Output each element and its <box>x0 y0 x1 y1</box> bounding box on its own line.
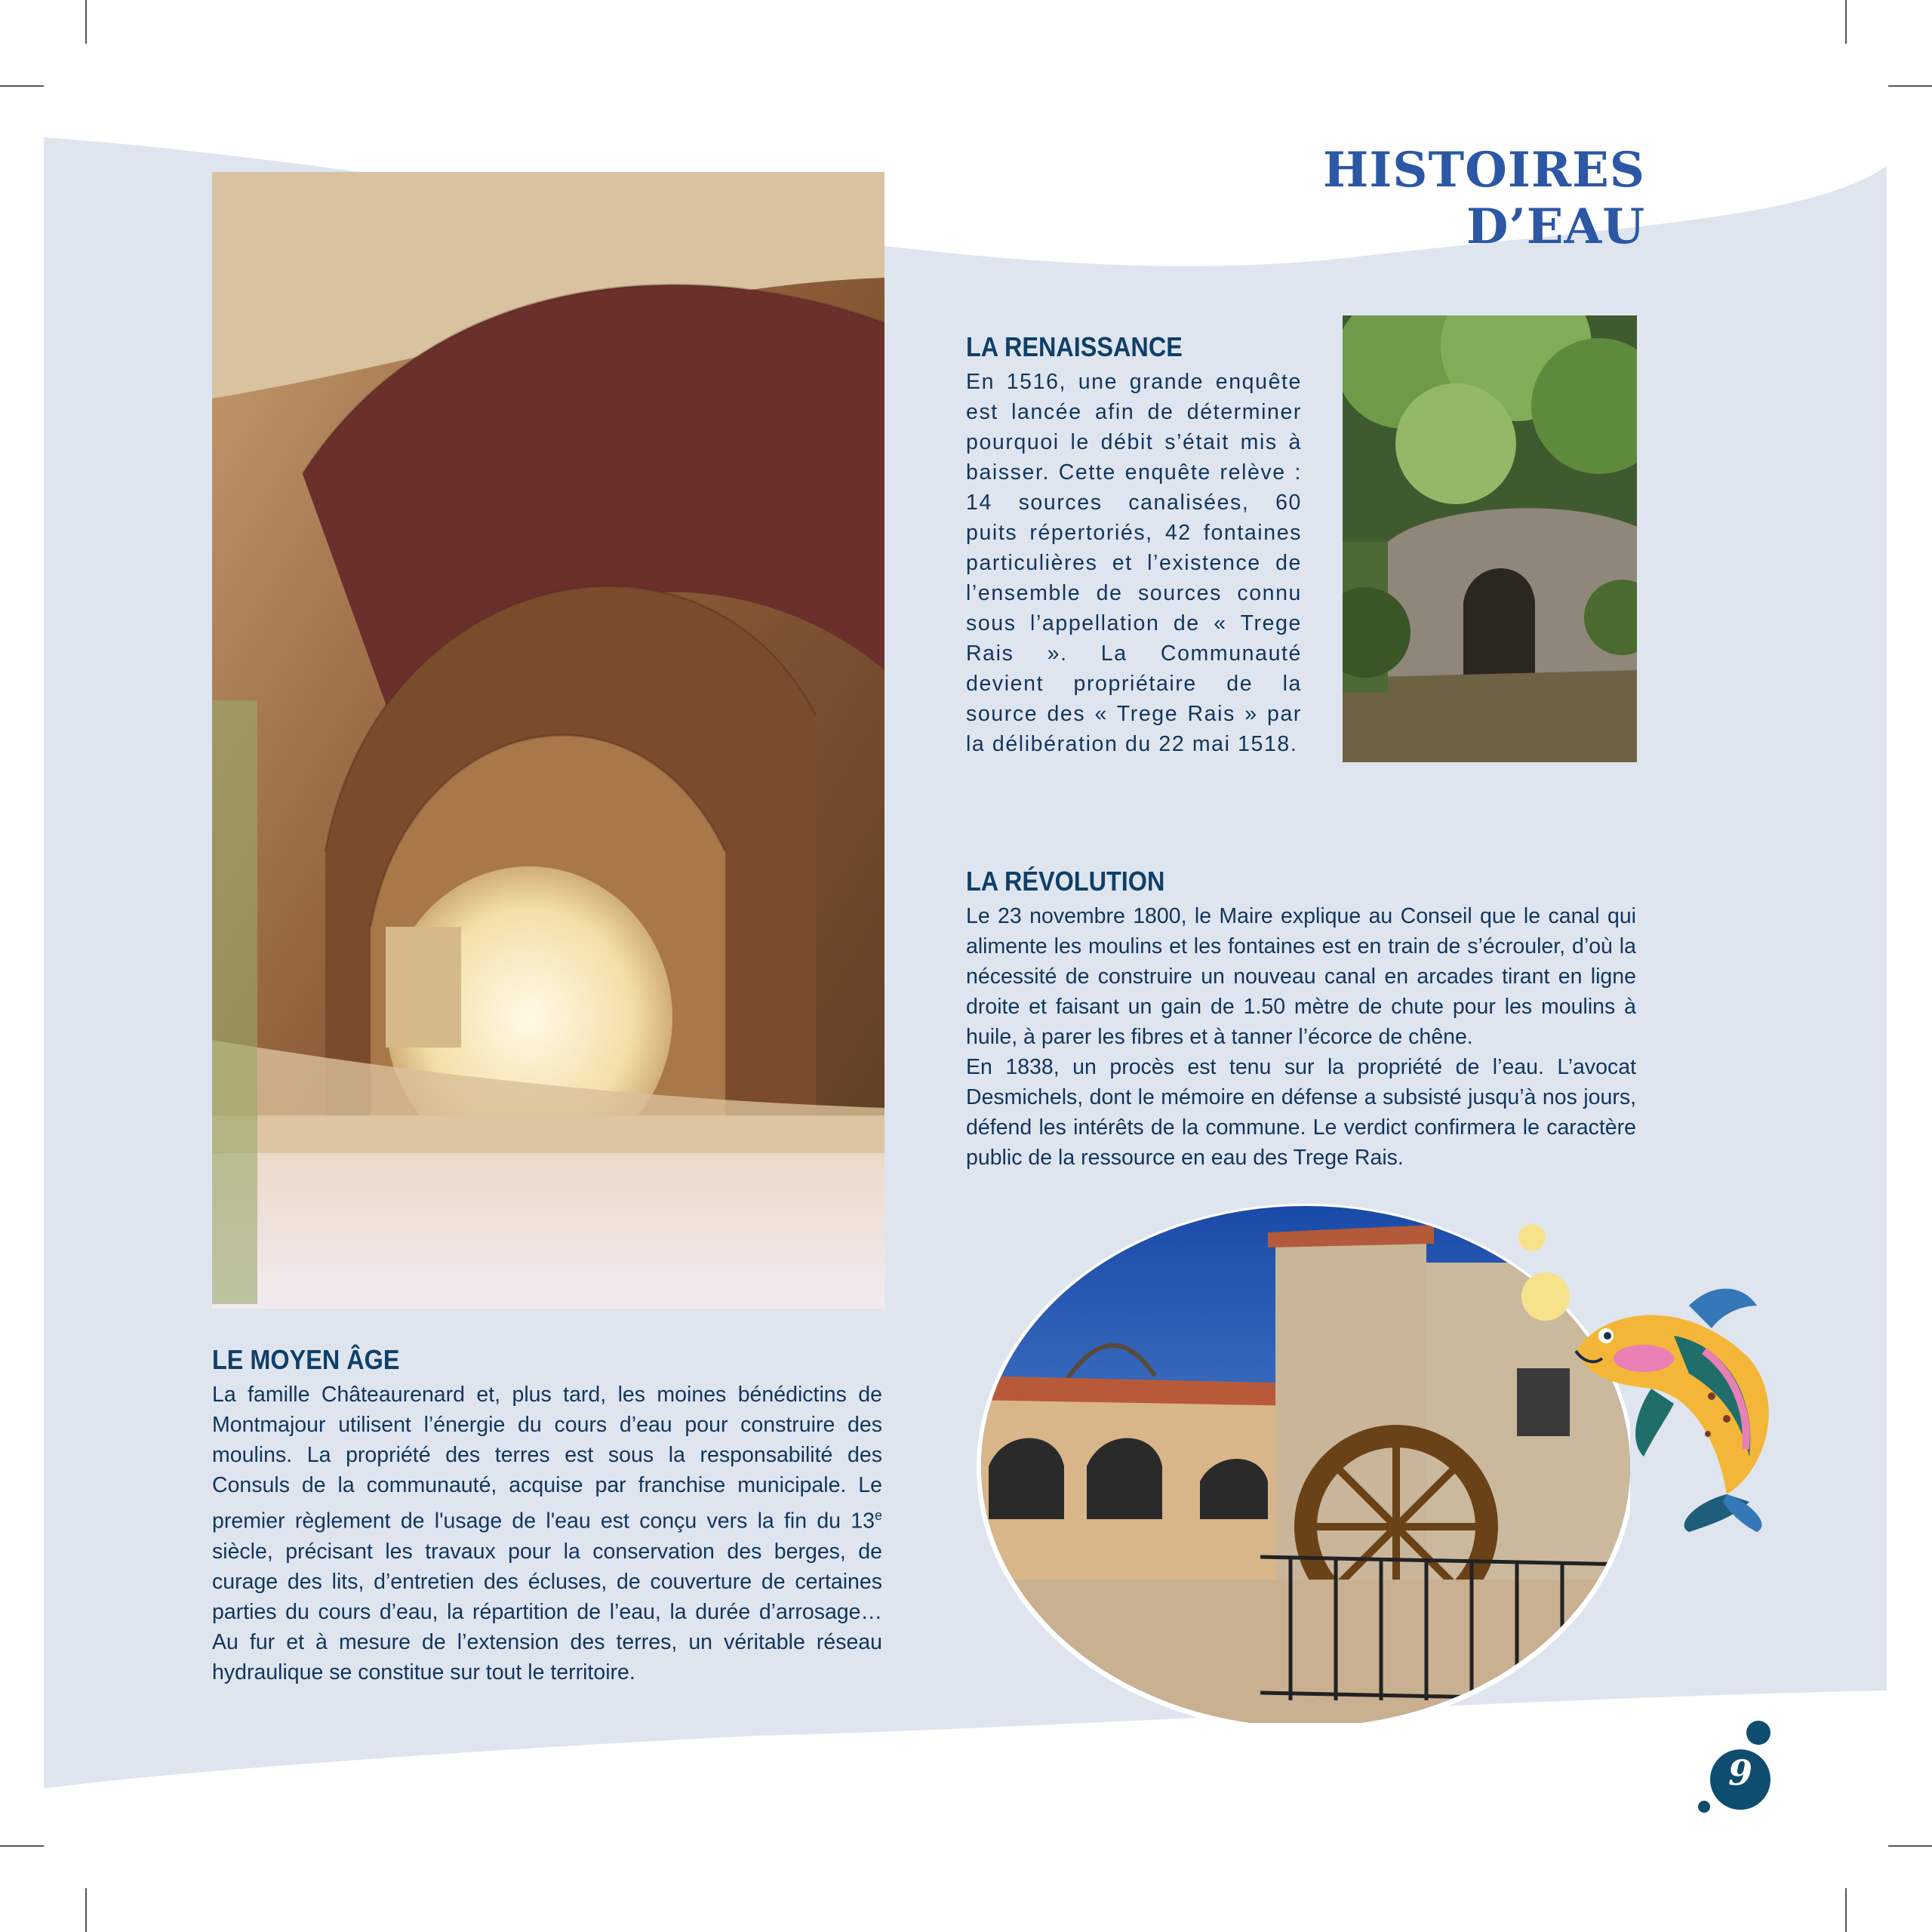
revolution-body-1: Le 23 novembre 1800, le Maire explique au Conseil que le canal qui alimente les moulins et les fontaines est en train de s’écrouler, d’où la nécessité de construire un nouveau canal en arcades tirant en ligne droite et faisant un gain de 1.50 mètre de chute pour les moulins à huile, à parer les fibres et à tanner l’écorce de chêne. <box>966 904 1636 1049</box>
moyen-age-body-a: La famille Châteaurenard et, plus tard, les moines bénédictins de Montmajour utilisent l’énergie du cours d’eau pour construire des moulins. La propriété des terres est sous la responsabilité des Consuls de la communauté, acquise par franchise municipale. Le premier règlement de l'usage de l'eau est conçu vers la fin du 13 <box>212 1383 882 1534</box>
moyen-age-body-b: siècle, précisant les travaux pour la conservation des berges, de curage des lits, d’entretien des écluses, de couverture de certaines parties du cours d’eau, la répartition de l’eau, la durée d’arrosage… Au fur et à mesure de l’extension des terres, un véritable réseau hydraulique se constitue sur tout le territoire. <box>212 1539 882 1684</box>
revolution-heading: LA RÉVOLUTION <box>966 866 1165 897</box>
moyen-age-heading: LE MOYEN ÂGE <box>212 1344 400 1375</box>
page-number: 9 <box>1727 1752 1752 1793</box>
section-revolution <box>966 865 1636 1173</box>
renaissance-body: En 1516, une grande enquête est lancée afin de déterminer pourquoi le débit s’était mis à baisser. Cette enquête relève : 14 sources canalisées, 60 puits répertoriés, 42 fontaines particulières et l’existence de l’ensemble de sources connu sous l’appellation de « Trege Rais ». La Communauté devient propriétaire de la source des « Trege Rais » par la délibération du 22 mai 1518. <box>966 370 1302 756</box>
superscript-e: e <box>874 1508 882 1523</box>
renaissance-heading: LA RENAISSANCE <box>966 331 1183 362</box>
section-moyen-age <box>212 1343 882 1687</box>
moyen-age-body <box>212 1380 882 1687</box>
revolution-body-2: En 1838, un procès est tenu sur la propriété de l’eau. L’avocat Desmichels, dont le mémoire en défense a subsisté jusqu’à nos jours, défend les intérêts de la commune. Le verdict confirmera le caractère public de la ressource en eau des Trege Rais. <box>966 1055 1636 1170</box>
ruin-spring-photo <box>1343 315 1637 762</box>
page-title: HISTOIRES D’EAU <box>1322 142 1645 255</box>
arch-alley-photo <box>212 172 884 1309</box>
section-renaissance <box>966 331 1302 759</box>
fish-illustration-icon <box>1561 1275 1780 1532</box>
